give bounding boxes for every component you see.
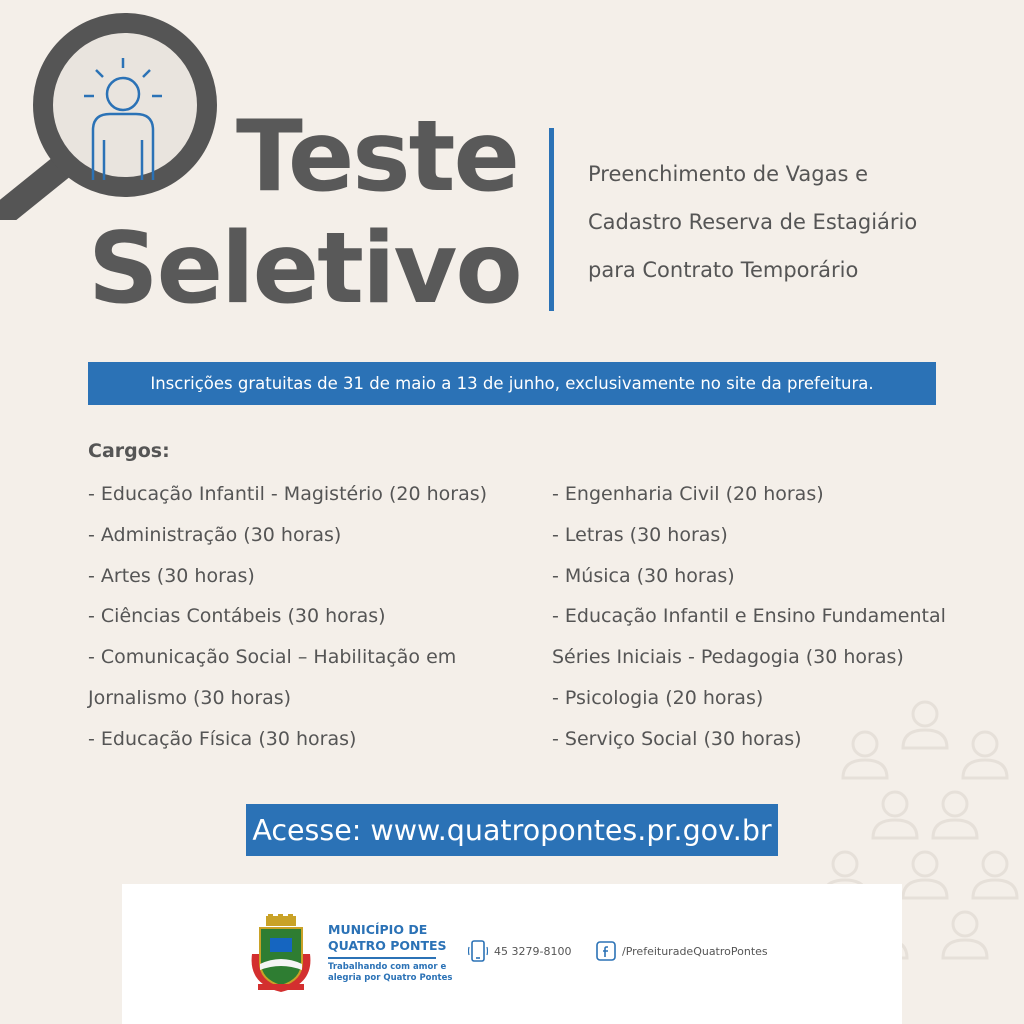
magnifier-person-icon — [0, 10, 240, 220]
subtitle — [588, 150, 1008, 294]
subtitle-line-3: para Contrato Temporário — [588, 258, 859, 282]
municipality-name — [328, 922, 452, 954]
subtitle-line-1: Preenchimento de Vagas e — [588, 162, 869, 186]
list-item: - Educação Infantil - Magistério (20 horas) — [88, 483, 488, 505]
municipality-name-line-1: MUNICÍPIO DE — [328, 922, 428, 937]
municipality-tagline — [328, 962, 452, 984]
title-divider — [549, 128, 554, 311]
municipality-block — [328, 922, 452, 984]
list-item: - Música (30 horas) — [552, 564, 735, 587]
municipality-divider — [328, 957, 436, 959]
phone-number: 45 3279-8100 — [494, 944, 572, 958]
tagline-line-2: alegria por Quatro Pontes — [328, 973, 453, 983]
list-item: - Ciências Contábeis (30 horas) — [88, 605, 386, 628]
list-item: - Educação Infantil e Ensino Fundamental — [552, 605, 946, 628]
list-item: - Serviço Social (30 horas) — [552, 727, 802, 750]
tagline-line-1: Trabalhando com amor e — [328, 962, 447, 972]
list-item: - Artes (30 horas) — [88, 564, 255, 587]
positions-list-left — [88, 474, 487, 760]
list-item: - Letras (30 horas) — [552, 523, 728, 546]
footer — [122, 884, 902, 1024]
facebook-page: /PrefeituradeQuatroPontes — [622, 944, 768, 958]
list-item: - Educação Física (30 horas) — [88, 727, 357, 750]
municipality-name-line-2: QUATRO PONTES — [328, 938, 447, 953]
registration-banner: Inscrições gratuitas de 31 de maio a 13 de junho, exclusivamente no site da prefeitura. — [88, 362, 936, 405]
list-item: - Engenharia Civil (20 horas) — [552, 483, 824, 505]
facebook-contact[interactable] — [594, 939, 768, 963]
title-line-2: Seletivo — [88, 212, 521, 326]
positions-heading: Cargos: — [88, 440, 170, 462]
list-item: Séries Iniciais - Pedagogia (30 horas) — [552, 646, 904, 669]
list-item: - Comunicação Social – Habilitação em — [88, 646, 457, 669]
access-website-link[interactable]: Acesse: www.quatropontes.pr.gov.br — [246, 804, 778, 856]
title-line-1: Teste — [236, 100, 518, 214]
list-item: - Psicologia (20 horas) — [552, 686, 764, 709]
list-item: - Administração (30 horas) — [88, 523, 342, 546]
phone-contact[interactable] — [468, 939, 571, 963]
positions-list-right — [552, 474, 946, 760]
phone-icon — [468, 939, 488, 963]
facebook-icon — [594, 939, 618, 963]
crest-icon — [248, 914, 314, 996]
subtitle-line-2: Cadastro Reserva de Estagiário — [588, 210, 918, 234]
list-item: Jornalismo (30 horas) — [88, 686, 292, 709]
